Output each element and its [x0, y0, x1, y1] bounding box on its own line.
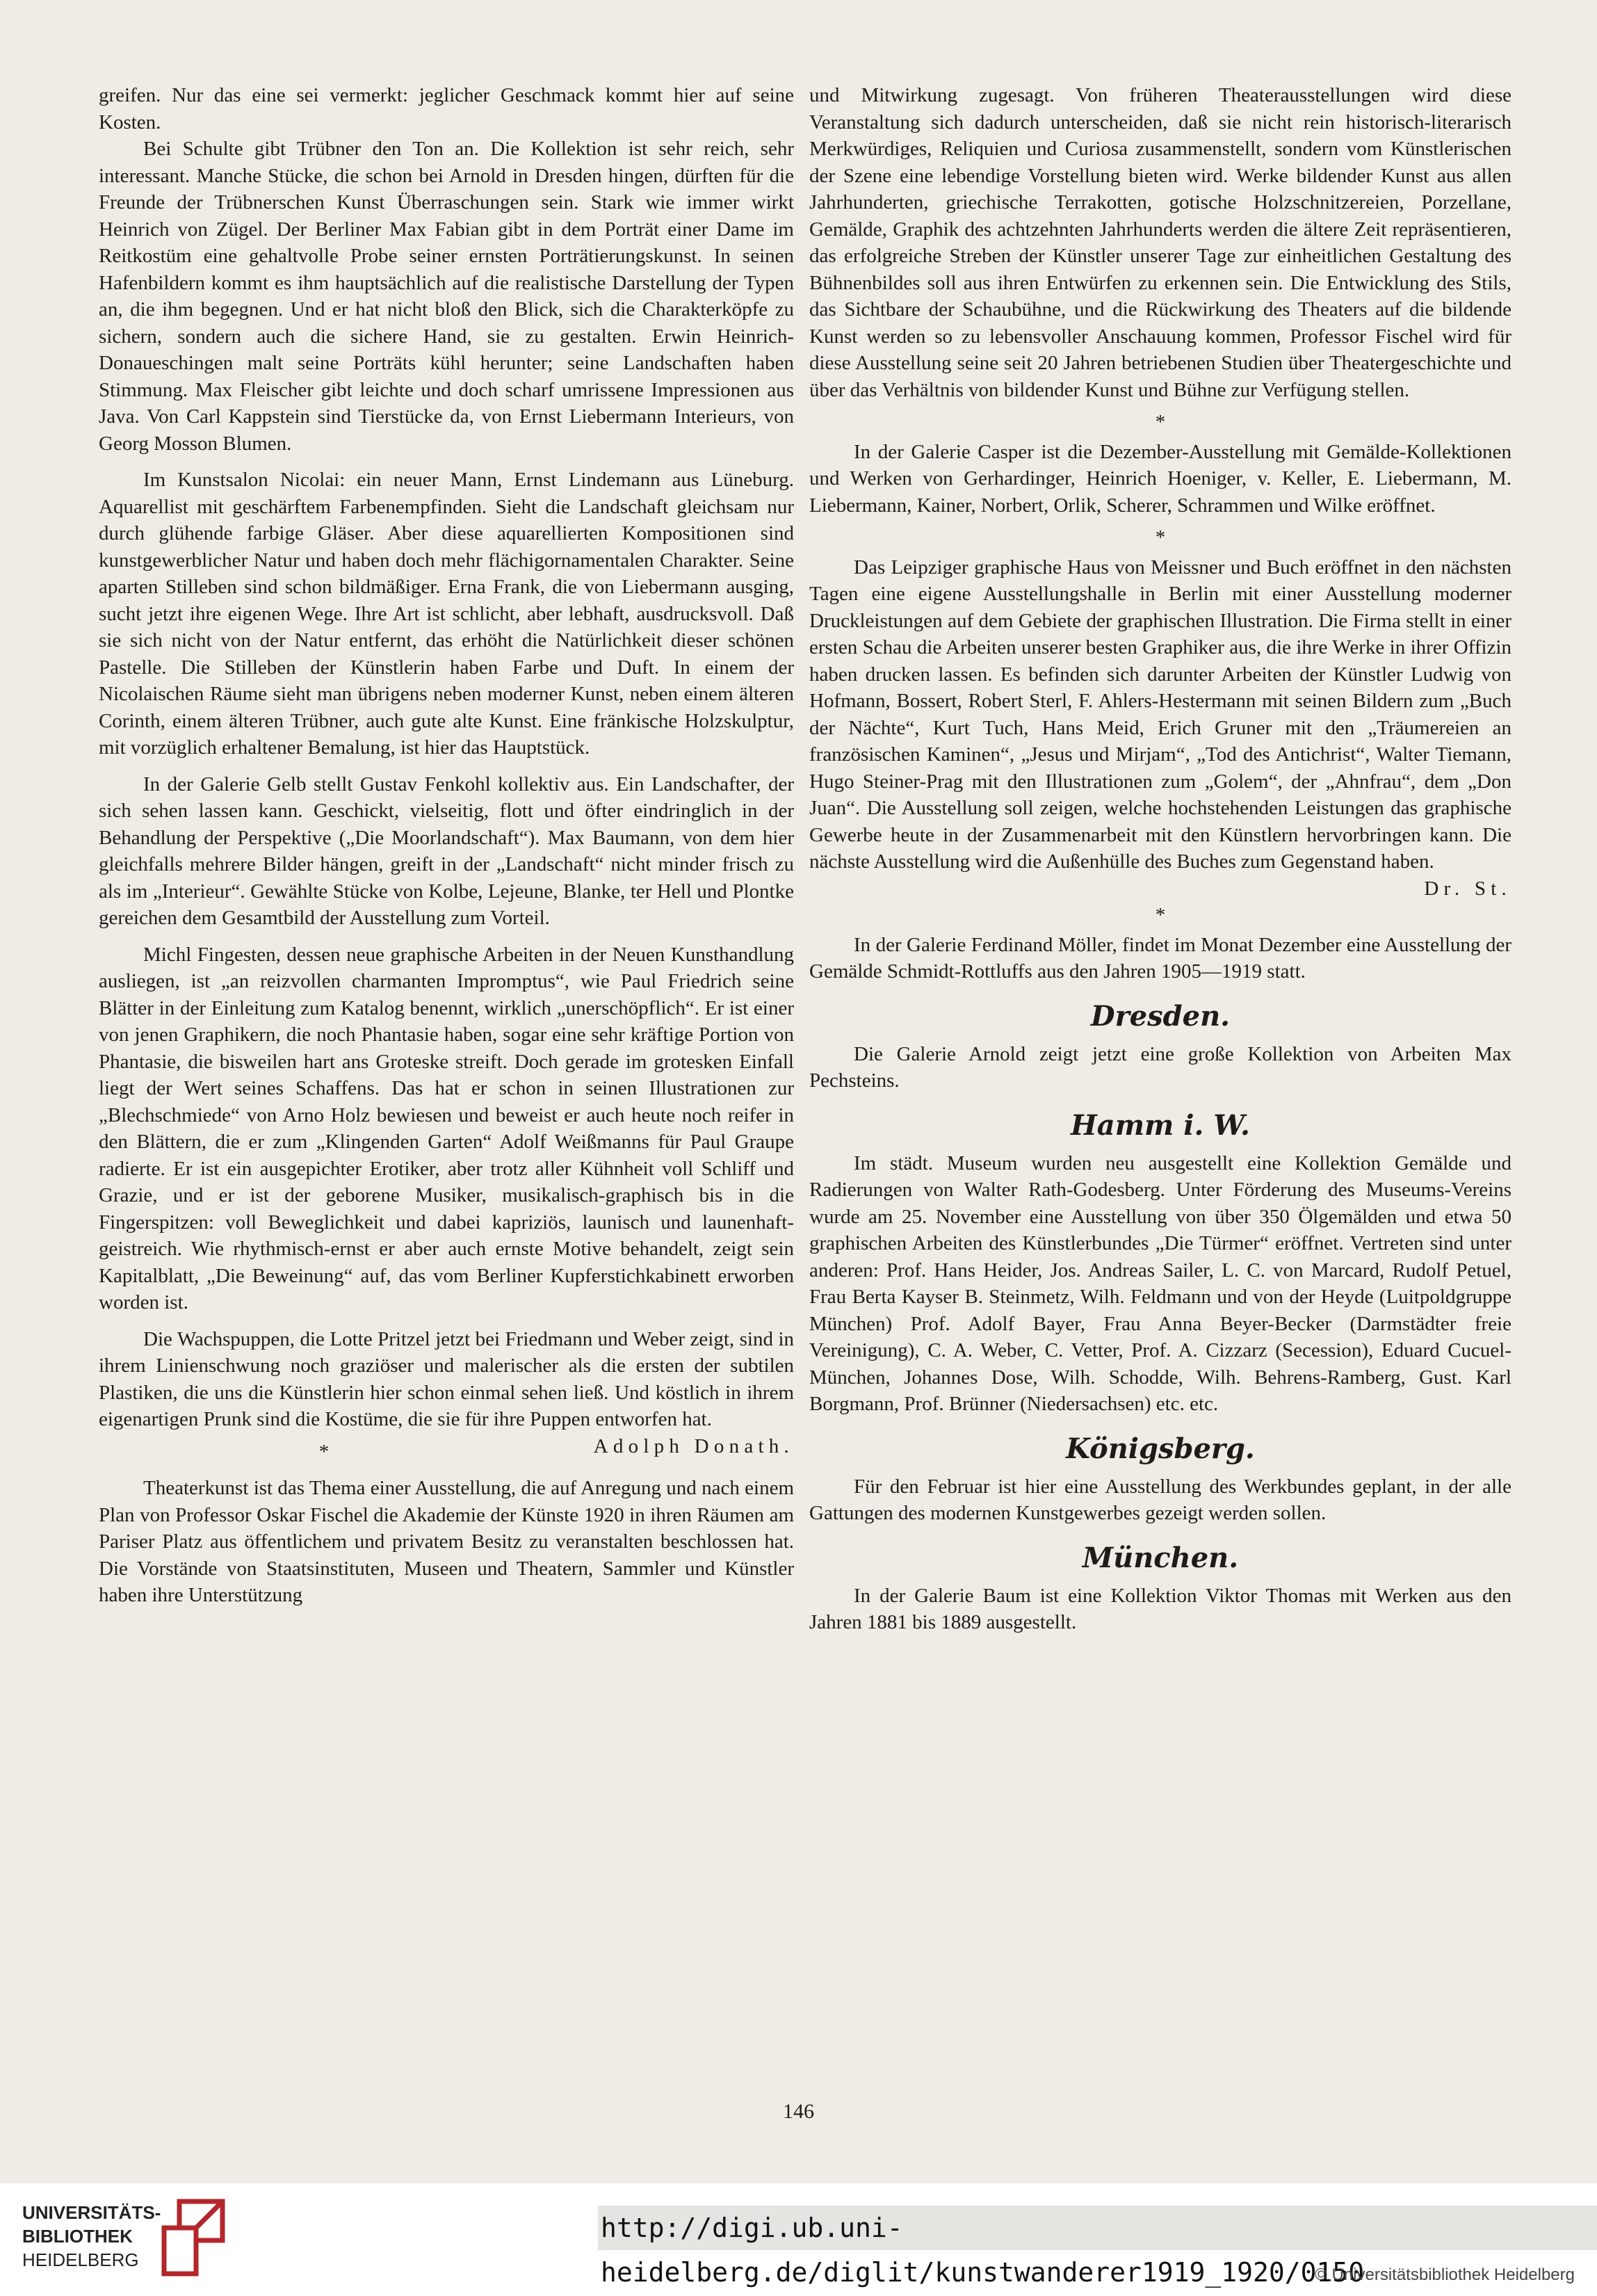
section-separator: *	[1155, 411, 1166, 433]
right-column	[809, 82, 1511, 1636]
section-separator: *	[318, 1440, 330, 1463]
author-signature: Adolph Donath.	[593, 1434, 794, 1457]
logo-line: BIBLIOTHEK	[22, 2226, 133, 2247]
permalink-url[interactable]: http://digi.ub.uni-heidelberg.de/diglit/kunstwanderer1919_1920/0150	[598, 2206, 1597, 2250]
section-separator: *	[1155, 904, 1166, 926]
paragraph: Im städt. Museum wurden neu ausgestellt eine Kollektion Gemälde und Radierungen von Walter Rath-Godesberg. Unter Förderung des Museums-Vereins wurde am 25. November eine Ausstellung von über 350 Ölgemälden und etwa 50 graphischen Arbeiten des Künstlerbundes „Die Türmer“ eröffnet. Vertreten sind unter anderen: Prof. Hans Heider, Jos. Andreas Sailer, L. C. von Marcard, Rudolf Petuel, Frau Berta Kayser B. Steinmetz, Wilh. Feldmann und von der Heyde (Luitpoldgruppe München) Prof. Adolf Bayer, Frau Anna Beyer-Becker (Darmstädter freie Vereinigung), C. A. Weber, C. Vetter, Prof. A. Cizzarz (Secession), Eduard Cucuel-München, Johannes Dose, Wilh. Schodde, Wilh. Behrens-Ramberg, Gust. Karl Borgmann, Prof. Brünner (Niedersachsen) etc. etc.	[809, 1151, 1511, 1415]
library-logo[interactable]	[22, 2201, 161, 2272]
footer-bar	[0, 2183, 1597, 2296]
paragraph: und Mitwirkung zugesagt. Von früheren Theaterausstellungen wird diese Veranstaltung sich dadurch unterscheiden, daß sie nicht rein historisch-literarisch Merkwürdiges, Reliquien und Curiosa zusammenstellt, sondern vom Künstlerischen der Szene eine lebendige Vorstellung bieten wird. Werke bildender Kunst aus allen Jahrhunderten, griechische Terrakotten, gotische Holzschnitzereien, Porzellane, Gemälde, Graphik des achtzehnten Jahrhunderts werden die ältere Zeit repräsentieren, das erfolgreiche Streben der Künstler unserer Tage zur einheitlichen Gestaltung des Bühnenbildes soll aus ihren Entwürfen zu erkennen sein. Die Entwicklung des Stils, das Sichtbare der Schaubühne, und die Rückwirkung des Theaters auf die bildende Kunst werden so zu lebensvoller Anschauung kommen, Professor Fischel wird für diese Ausstellung seine seit 20 Jahren betriebenen Studien über Theatergeschichte und über das Verhältnis von bildender Kunst und Bühne zur Verfügung stellen.	[809, 84, 1511, 401]
paragraph: Theaterkunst ist das Thema einer Ausstellung, die auf Anregung und nach einem Plan von Professor Oskar Fischel die Akademie der Künste 1920 in ihren Räumen am Pariser Platz aus öffentlichem und privatem Besitz zu veranstalten beschlossen hat. Die Vorstände von Staatsinstituten, Museen und Theatern, Sammler und Künstler haben ihre Unterstützung	[99, 1477, 794, 1606]
paragraph: Die Galerie Arnold zeigt jetzt eine große Kollektion von Arbeiten Max Pechsteins.	[809, 1042, 1511, 1092]
paragraph: Bei Schulte gibt Trübner den Ton an. Die Kollektion ist sehr reich, sehr interessant. Manche Stücke, die schon bei Arnold in Dresden hingen, dürften für die Freunde der Trübnerschen Kunst Überraschungen sein. Stark wie immer wirkt Heinrich von Zügel. Der Berliner Max Fabian gibt in dem Porträt einer Dame im Reitkostüm eine gehaltvolle Probe seiner ernsten Porträtierungskunst. In seinen Hafenbildern kommt es ihm hauptsächlich auf die realistische Darstellung der Typen an, die ihm begegnen. Und er hat nicht bloß den Blick, sich die Charakterköpfe zu sichern, sondern auch die sichere Hand, sie zu gestalten. Erwin Heinrich-Donaueschingen malt seine Porträts kühl herunter; seine Landschaften haben Stimmung. Max Fleischer gibt leichte und doch scharf umrissene Impressionen aus Java. Von Carl Kappstein sind Tierstücke da, von Ernst Liebermann Interieurs, von Georg Mosson Blumen.	[99, 138, 794, 455]
author-signature: Dr. St.	[1424, 877, 1511, 900]
section-heading-muenchen: München.	[1082, 1541, 1239, 1574]
left-column	[99, 82, 794, 1609]
page-number: 146	[783, 2100, 814, 2123]
paragraph	[809, 554, 1511, 900]
section-heading-hamm: Hamm i. W.	[1071, 1108, 1250, 1142]
paragraph: In der Galerie Ferdinand Möller, findet im Monat Dezember eine Ausstellung der Gemälde Schmidt-Rottluffs aus den Jahren 1905—1919 statt.	[809, 933, 1511, 983]
logo-line: HEIDELBERG	[22, 2249, 139, 2270]
paragraph: Für den Februar ist hier eine Ausstellung des Werkbundes geplant, in der alle Gattungen des modernen Kunstgewerbes gezeigt werden sollen.	[809, 1475, 1511, 1524]
paragraph	[99, 1326, 794, 1457]
paragraph: In der Galerie Casper ist die Dezember-Ausstellung mit Gemälde-Kollektionen und Werken von Gerhardinger, Heinrich Hoeniger, v. Keller, E. Liebermann, M. Liebermann, Kainer, Norbert, Orlik, Scherer, Schrammen und Wilke eröffnet.	[809, 440, 1511, 517]
paragraph-text: Die Wachspuppen, die Lotte Pritzel jetzt bei Friedmann und Weber zeigt, sind in ihrem Linienschwung noch graziöser und malerischer als die ersten der subtilen Plastiken, die uns die Künstlerin hier schon einmal sehen ließ. Und köstlich in ihrem eigenartigen Prunk sind die Kostüme, die sie für ihre Puppen entworfen hat.	[99, 1327, 794, 1430]
paragraph-text: Das Leipziger graphische Haus von Meissner und Buch eröffnet in den nächsten Tagen eine eigene Ausstellungshalle in Berlin mit einer Ausstellung moderner Druckleistungen auf dem Gebiete der graphischen Illustration. Die Firma stellt in einer ersten Schau die Arbeiten unserer besten Graphiker aus, die ihre Werke in ihrer Offizin haben drucken lassen. Es befinden sich darunter Arbeiten der Künstler Ludwig von Hofmann, Bossert, Robert Sterl, F. Ahlers-Hestermann mit seinen Bildern zum „Buch der Nächte“, Kurt Tuch, Hans Meid, Erich Gruner mit den „Träumereien an französischen Kaminen“, „Jesus und Mirjam“, „Tod des Antichrist“, Walter Tiemann, Hugo Steiner-Prag mit den Illustrationen zum „Golem“, der „Ahnfrau“, dem „Don Juan“. Die Ausstellung soll zeigen, welche hochstehenden Leistungen das graphische Gewerbe heute in der Zusammenarbeit mit den Künstlern hervorbringen kann. Die nächste Ausstellung wird die Außenhülle des Buches zum Gegenstand haben.	[809, 556, 1511, 873]
section-heading-dresden: Dresden.	[1090, 999, 1231, 1033]
section-heading-koenigsberg: Königsberg.	[1066, 1432, 1255, 1465]
copyright-notice: © Universitätsbibliothek Heidelberg	[1315, 2265, 1575, 2284]
section-separator: *	[1155, 526, 1166, 549]
paragraph: In der Galerie Baum ist eine Kollektion Viktor Thomas mit Werken aus den Jahren 1881 bis 1889 ausgestellt.	[809, 1584, 1511, 1633]
paragraph: Michl Fingesten, dessen neue graphische Arbeiten in der Neuen Kunsthandlung ausliegen, ist „an reizvollen charmanten Impromptus“, wie Paul Friedrich seine Blätter in der Einleitung zum Katalog benennt, wirklich „unerschöpflich“. Er ist einer von jenen Graphikern, die noch Phantasie haben, sogar eine sehr kräftige Portion von Phantasie, die bisweilen hart ans Groteske streift. Doch gerade im grotesken Einfall liegt der Wert seines Schaffens. Das hat er schon in seinen Illustrationen zur „Blechschmiede“ von Arno Holz bewiesen und beweist er auch heute noch reifer in den Blättern, die er zum „Klingenden Garten“ Adolf Weißmanns für Paul Graupe radierte. Er ist ein ausgepichter Erotiker, aber trotz aller Kühnheit voll Schliff und Grazie, und er ist der geborene Musiker, musikalisch-graphisch bis in die Fingerspitzen: voll Beweglichkeit und dabei kapriziös, launisch und launenhaft-geistreich. Wie rhythmisch-ernst er aber auch ernste Motive behandelt, zeigt sein Kapitalblatt, „Die Beweinung“ auf, das vom Berliner Kupferstichkabinett erworben worden ist.	[99, 943, 794, 1313]
paragraph: In der Galerie Gelb stellt Gustav Fenkohl kollektiv aus. Ein Landschafter, der sich sehen lassen kann. Geschickt, vielseitig, flott und öfter eindringlich in der Behandlung der Perspektive („Die Moorlandschaft“). Max Baumann, von dem hier gleichfalls mehrere Bilder hängen, greift in der „Landschaft“ nicht minder frisch zu als im „Interieur“. Gewählte Stücke von Kolbe, Lejeune, Blanke, ter Hell und Plontke gereichen dem Gesamtbild der Ausstellung zum Vorteil.	[99, 773, 794, 929]
library-emblem-icon	[159, 2197, 228, 2277]
logo-line: UNIVERSITÄTS-	[22, 2202, 161, 2223]
paragraph: Im Kunstsalon Nicolai: ein neuer Mann, Ernst Lindemann aus Lüneburg. Aquarellist mit geschärftem Farbenempfinden. Sieht die Landschaft gleichsam nur durch glühende farbige Gläser. Aber diese aquarellierten Kompositionen sind kunstgewerblicher Natur und haben doch mehr flächigornamentalen Charakter. Seine aparten Stilleben sind schon bildmäßiger. Erna Frank, die von Liebermann ausging, sucht jetzt ihre eigenen Wege. Ihre Art ist schlicht, aber lebhaft, ausdrucksvoll. Daß sie sich nicht von der Natur entfernt, das erhöht die Natürlichkeit dieser schönen Pastelle. Die Stilleben der Künstlerin haben Farbe und Duft. In einem der Nicolaischen Räume sieht man übrigens neben moderner Kunst, neben einem älteren Corinth, einem älteren Trübner, auch gute alte Kunst. Eine fränkische Holzskulptur, mit vorzüglich erhaltener Bemalung, ist hier das Hauptstück.	[99, 469, 794, 759]
paragraph: greifen. Nur das eine sei vermerkt: jeglicher Geschmack kommt hier auf seine Kosten.	[99, 84, 794, 134]
